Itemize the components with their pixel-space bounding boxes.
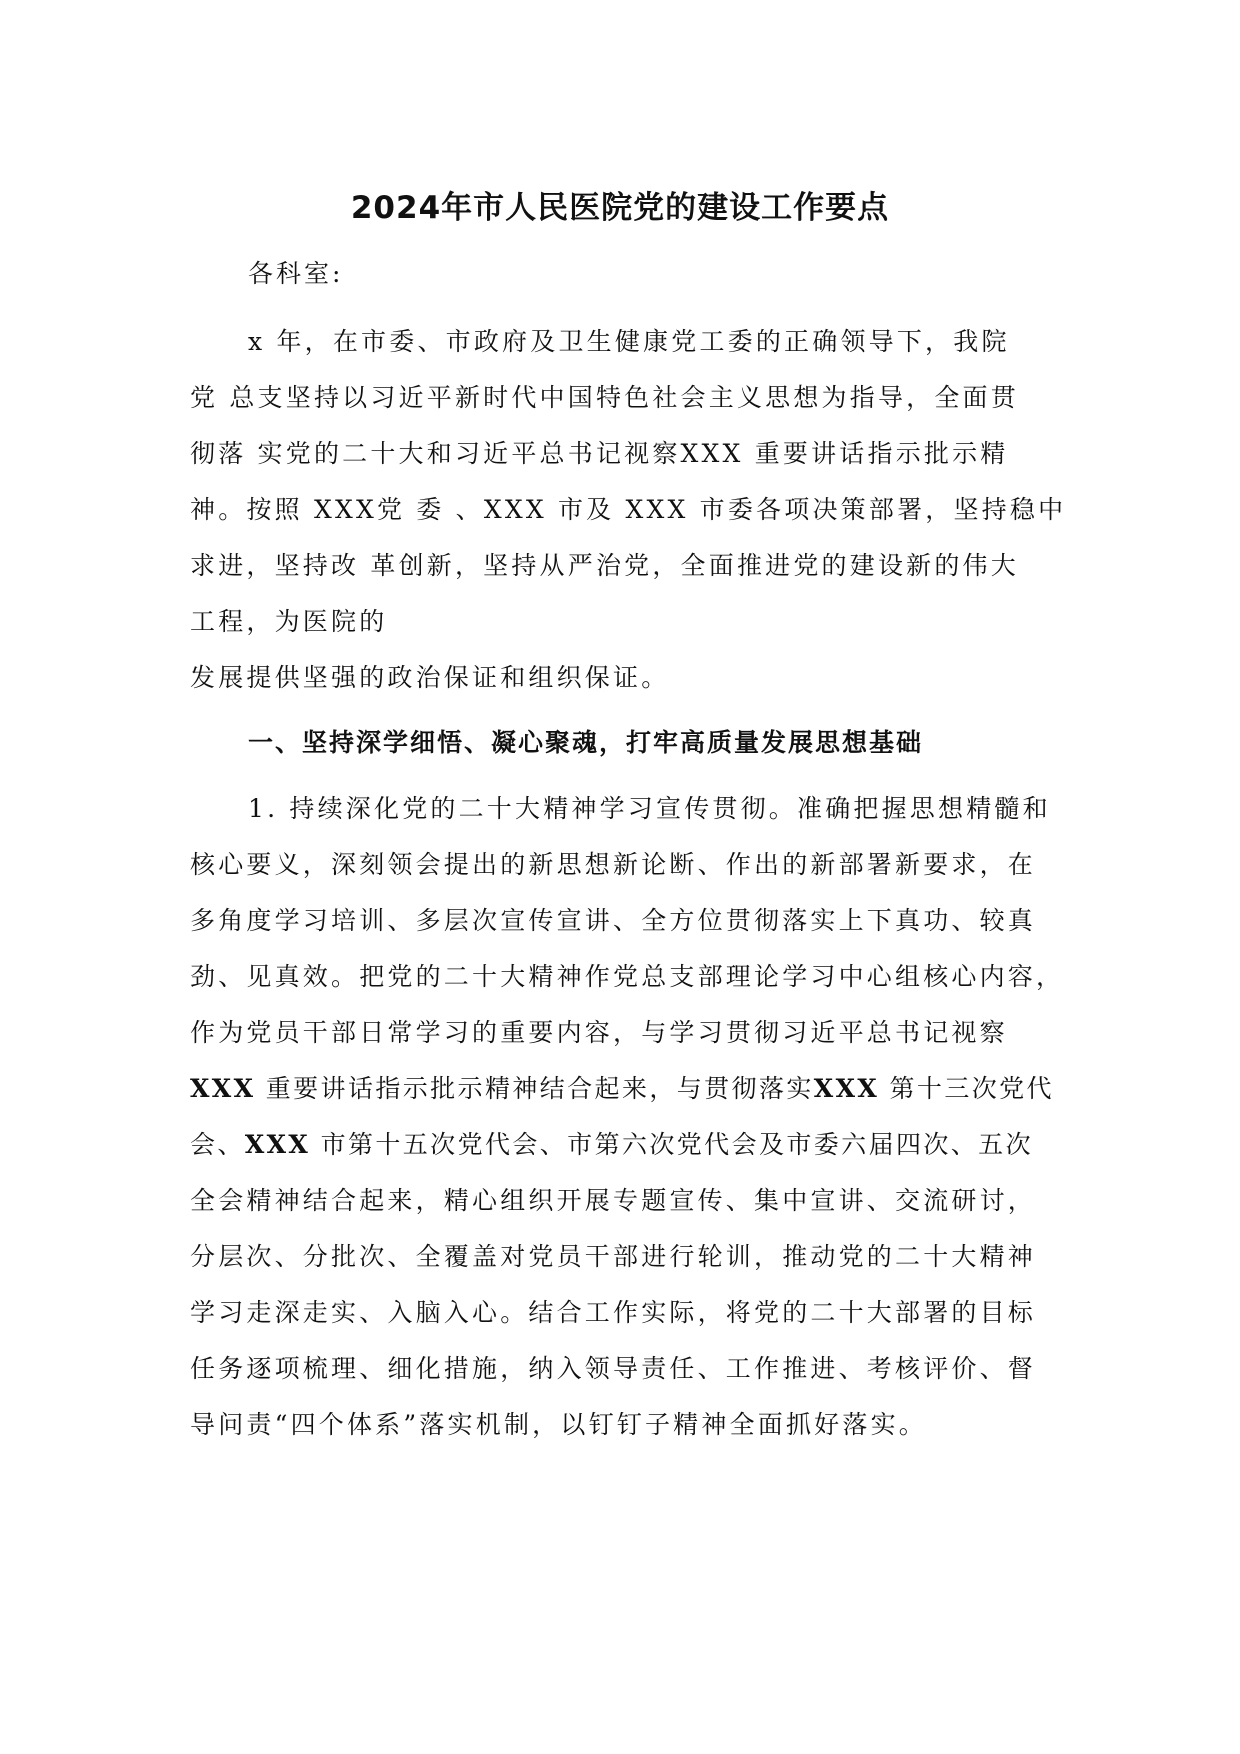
- body-text: 会、: [190, 1130, 245, 1159]
- body-text: 第十三次党代: [879, 1074, 1054, 1103]
- intro-line: 发展提供坚强的政治保证和组织保证。: [190, 663, 670, 692]
- bold-xxx: XXX: [813, 1074, 880, 1103]
- body-text: 重要讲话指示批示精神结合起来，与贯彻落实: [255, 1074, 814, 1103]
- salutation: 各科室:: [248, 259, 344, 288]
- section-heading-1: 一、坚持深学细悟、凝心聚魂，打牢高质量发展思想基础: [248, 728, 924, 757]
- intro-line: 党 总支坚持以习近平新时代中国特色社会主义思想为指导，全面贯: [190, 383, 1019, 412]
- intro-line: 求进，坚持改 革创新，坚持从严治党，全面推进党的建设新的伟大: [190, 551, 1019, 580]
- body-line: 核心要义，深刻领会提出的新思想新论断、作出的新部署新要求，在: [190, 850, 1037, 879]
- bold-xxx: XXX: [190, 1074, 256, 1103]
- body-line: 1. 持续深化党的二十大精神学习宣传贯彻。准确把握思想精髓和: [248, 794, 1051, 823]
- intro-line: 彻落 实党的二十大和习近平总书记视察XXX 重要讲话指示批示精: [190, 439, 1009, 468]
- body-line: 任务逐项梳理、细化措施，纳入领导责任、工作推进、考核评价、督: [190, 1354, 1037, 1383]
- body-line: 全会精神结合起来，精心组织开展专题宣传、集中宣讲、交流研讨，: [190, 1186, 1037, 1215]
- intro-line: 神。按照 XXX党 委 、XXX 市及 XXX 市委各项决策部署，坚持稳中: [190, 495, 1067, 524]
- body-line: 作为党员干部日常学习的重要内容，与学习贯彻习近平总书记视察: [190, 1018, 1008, 1047]
- document-title: 2024年市人民医院党的建设工作要点: [350, 190, 890, 226]
- body-line: 学习走深走实、入脑入心。结合工作实际，将党的二十大部署的目标: [190, 1298, 1037, 1327]
- intro-line: 工程，为医院的: [190, 607, 388, 636]
- body-line: 分层次、分批次、全覆盖对党员干部进行轮训，推动党的二十大精神: [190, 1242, 1037, 1271]
- body-line: [190, 1061, 1054, 1117]
- intro-paragraph: [190, 314, 1067, 706]
- body-line: 导问责“四个体系”落实机制，以钉钉子精神全面抓好落实。: [190, 1410, 927, 1439]
- bold-xxx: XXX: [244, 1130, 311, 1159]
- body-line: 劲、见真效。把党的二十大精神作党总支部理论学习中心组核心内容，: [190, 962, 1065, 991]
- body-line: 多角度学习培训、多层次宣传宣讲、全方位贯彻落实上下真功、较真: [190, 906, 1037, 935]
- body-text: 市第十五次党代会、市第六次党代会及市委六届四次、五次: [310, 1130, 1033, 1159]
- intro-line: x 年，在市委、市政府及卫生健康党工委的正确领导下，我院: [248, 327, 1010, 356]
- body-line: [190, 1117, 1050, 1173]
- section1-paragraph: [190, 781, 1065, 1453]
